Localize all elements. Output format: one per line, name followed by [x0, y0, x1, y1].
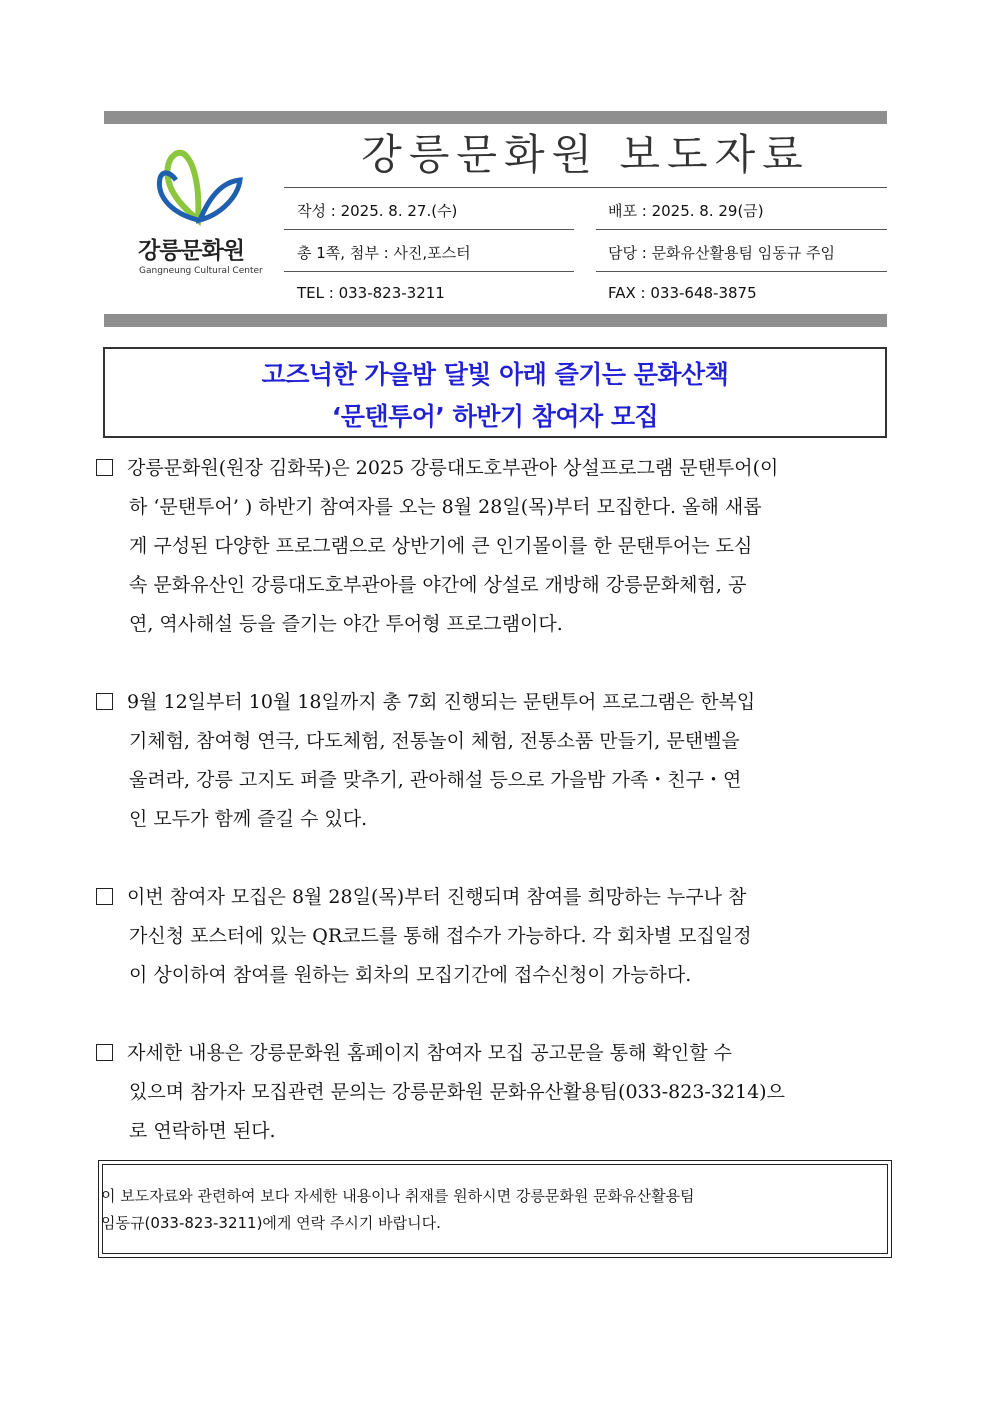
paragraph-line: 속 문화유산인 강릉대도호부관아를 야간에 상설로 개방해 강릉문화체험, 공	[129, 574, 747, 596]
header-divider	[284, 271, 574, 272]
notice-box	[98, 1160, 892, 1258]
checkbox-icon	[96, 1044, 113, 1061]
header-divider	[284, 187, 887, 188]
paragraph-line: 강릉문화원(원장 김화묵)은 2025 강릉대도호부관아 상설프로그램 문탠투어(이	[96, 449, 897, 488]
header-divider	[596, 229, 887, 230]
checkbox-icon	[96, 459, 113, 476]
fax-number: FAX : 033-648-3875	[608, 284, 757, 302]
logo	[128, 148, 276, 288]
page-count: 총 1쪽, 첨부 : 사진,포스터	[297, 244, 471, 262]
paragraph-line: 연, 역사해설 등을 즐기는 야간 투어형 프로그램이다.	[129, 613, 563, 635]
written-date: 작성 : 2025. 8. 27.(수)	[297, 202, 458, 220]
notice-text	[101, 1183, 887, 1237]
checkbox-icon	[96, 693, 113, 710]
paragraph-line: 있으며 참가자 모집관련 문의는 강릉문화원 문화유산활용팀(033-823-3214)으	[129, 1081, 785, 1103]
paragraph-2	[96, 683, 897, 839]
contact-person: 담당 : 문화유산활용팀 임동규 주임	[608, 244, 835, 262]
paragraph-line: 9월 12일부터 10월 18일까지 총 7회 진행되는 문탠투어 프로그램은 한복입	[96, 683, 897, 722]
paragraph-3	[96, 878, 897, 995]
header-divider	[284, 229, 574, 230]
paragraph-line: 로 연락하면 된다.	[129, 1120, 276, 1142]
paragraph-line: 하 ‘문탠투어’ ) 하반기 참여자를 오는 8월 28일(목)부터 모집한다. 올해 새롭	[129, 496, 762, 518]
paragraph-line: 이 상이하여 참여를 원하는 회차의 모집기간에 접수신청이 가능하다.	[129, 964, 692, 986]
logo-subtitle: Gangneung Cultural Center	[139, 266, 263, 276]
paragraph-line: 자세한 내용은 강릉문화원 홈페이지 참여자 모집 공고문을 통해 확인할 수	[96, 1034, 897, 1073]
logo-name: 강릉문화원	[138, 238, 245, 264]
paragraph-1	[96, 449, 897, 644]
headline-box	[103, 347, 887, 438]
paragraph-line: 게 구성된 다양한 프로그램으로 상반기에 큰 인기몰이를 한 문탠투어는 도심	[129, 535, 753, 557]
header-bottom-bar	[104, 314, 887, 327]
document-title: 강릉문화원 보도자료	[361, 130, 810, 179]
paragraph-line: 울려라, 강릉 고지도 퍼즐 맞추기, 관아해설 등으로 가을밤 가족・친구・연	[129, 769, 742, 791]
paragraph-line: 기체험, 참여형 연극, 다도체험, 전통놀이 체험, 전통소품 만들기, 문탠벨을	[129, 730, 740, 752]
headline-line-2: ‘문탠투어’ 하반기 참여자 모집	[331, 402, 659, 431]
paragraph-4	[96, 1034, 897, 1151]
notice-line-2: 임동규(033-823-3211)에게 연락 주시기 바랍니다.	[101, 1214, 441, 1232]
release-date: 배포 : 2025. 8. 29(금)	[608, 202, 764, 220]
headline-line-1: 고즈넉한 가을밤 달빛 아래 즐기는 문화산책	[261, 360, 729, 389]
paragraph-line: 인 모두가 함께 즐길 수 있다.	[129, 808, 368, 830]
paragraph-line: 이번 참여자 모집은 8월 28일(목)부터 진행되며 참여를 희망하는 누구나 참	[96, 878, 897, 917]
header-divider	[596, 271, 887, 272]
checkbox-icon	[96, 888, 113, 905]
tel-number: TEL : 033-823-3211	[297, 284, 445, 302]
notice-line-1: 이 보도자료와 관련하여 보다 자세한 내용이나 취재를 원하시면 강릉문화원 문화유산활용팀	[101, 1187, 695, 1205]
logo-leaf-icon	[154, 148, 244, 228]
paragraph-line: 가신청 포스터에 있는 QR코드를 통해 접수가 가능하다. 각 회차별 모집일정	[129, 925, 752, 947]
